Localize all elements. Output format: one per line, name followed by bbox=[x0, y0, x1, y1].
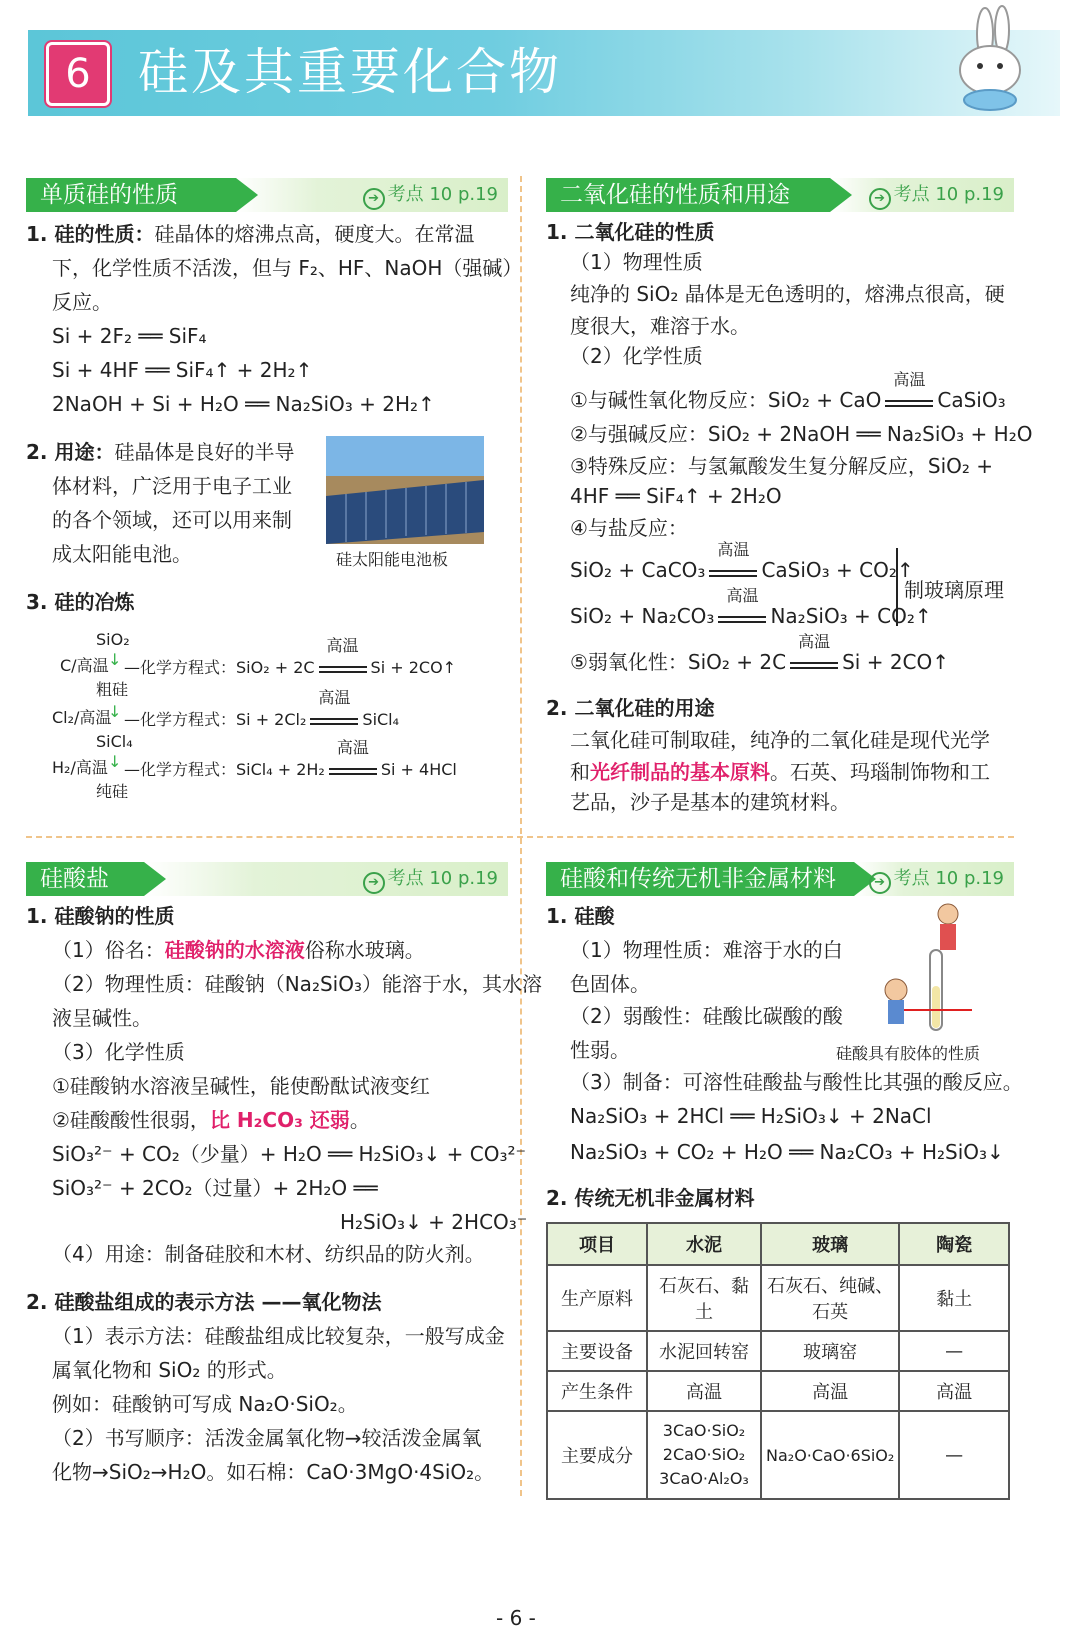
reference-link[interactable]: ➔ 考点 10 p.19 bbox=[363, 178, 498, 212]
text-line: 二氧化硅可制取硅，纯净的二氧化硅是现代光学 bbox=[570, 728, 990, 752]
arrow-down-icon: ↓ bbox=[108, 702, 122, 721]
flow-condition: C/高温 bbox=[60, 656, 109, 675]
section-header-silicic-acid bbox=[546, 862, 1014, 896]
table-cell: — bbox=[899, 1331, 1009, 1371]
table-cell: 石灰石、纯碱、石英 bbox=[761, 1265, 899, 1331]
section-header-silica bbox=[546, 178, 1014, 212]
section-title: 硅酸盐 bbox=[26, 862, 144, 896]
table-header-row bbox=[547, 1223, 1009, 1265]
text-line: （4）用途：制备硅胶和木材、纺织品的防火剂。 bbox=[52, 1242, 485, 1266]
equation: SiO₂ + Na₂CO₃ 高温 Na₂SiO₃ + CO₂↑ bbox=[570, 586, 932, 628]
equation: H₂SiO₃↓ + 2HCO₃⁻ bbox=[340, 1210, 528, 1234]
subheading: 1. 硅酸钠的性质 bbox=[26, 904, 175, 928]
table-row bbox=[547, 1331, 1009, 1371]
arrow-right-icon: ➔ bbox=[869, 188, 891, 210]
table-cell: 高温 bbox=[899, 1371, 1009, 1411]
equation: Na₂SiO₃ + 2HCl ══ H₂SiO₃↓ + 2NaCl bbox=[570, 1104, 932, 1128]
equation: Si + 4HF ══ SiF₄↑ + 2H₂↑ bbox=[52, 358, 313, 382]
flow-condition: Cl₂/高温 bbox=[52, 708, 112, 727]
equation: ①与碱性氧化物反应：SiO₂ + CaO 高温 CaSiO₃ bbox=[570, 370, 1006, 412]
reference-link[interactable]: ➔ 考点 10 p.19 bbox=[869, 178, 1004, 212]
text-line: 性弱。 bbox=[570, 1038, 630, 1062]
equation: SiO₃²⁻ + CO₂（少量）+ H₂O ══ H₂SiO₃↓ + CO₃²⁻ bbox=[52, 1142, 527, 1166]
text-line: 成太阳能电池。 bbox=[52, 542, 192, 566]
table-row bbox=[547, 1411, 1009, 1499]
flow-node: SiO₂ bbox=[96, 630, 130, 649]
flow-equation: —化学方程式：SiCl₄ + 2H₂ 高温 Si + 4HCl bbox=[124, 738, 457, 779]
text-line: （2）书写顺序：活泼金属氧化物→较活泼金属氧 bbox=[52, 1426, 482, 1450]
text-line: 化物→SiO₂→H₂O。如石棉：CaO·3MgO·4SiO₂。 bbox=[52, 1460, 495, 1484]
equation: Si + 2F₂ ══ SiF₄ bbox=[52, 324, 207, 348]
text-line: （3）制备：可溶性硅酸盐与酸性比其强的酸反应。 bbox=[570, 1070, 1023, 1094]
section-header-silicon bbox=[26, 178, 508, 212]
rabbit-mascot-icon bbox=[930, 4, 1050, 114]
arrow-right-icon: ➔ bbox=[869, 872, 891, 894]
table-cell: 主要成分 bbox=[547, 1411, 647, 1499]
text-line: 下，化学性质不活泼，但与 F₂、HF、NaOH（强碱） bbox=[52, 256, 523, 280]
table-cell: 高温 bbox=[761, 1371, 899, 1411]
text-line: 例如：硅酸钠可写成 Na₂O·SiO₂。 bbox=[52, 1392, 358, 1416]
subheading: 2. 传统无机非金属材料 bbox=[546, 1186, 755, 1210]
text-line: （1）俗名：硅酸钠的水溶液俗称水玻璃。 bbox=[52, 938, 425, 962]
text-line: （2）弱酸性：硅酸比碳酸的酸 bbox=[570, 1004, 843, 1028]
flow-condition: H₂/高温 bbox=[52, 758, 108, 777]
flow-node: SiCl₄ bbox=[96, 732, 133, 751]
page-number: - 6 - bbox=[496, 1606, 536, 1630]
photo-caption: 硅太阳能电池板 bbox=[336, 550, 449, 569]
table-header: 陶瓷 bbox=[899, 1223, 1009, 1265]
text-line: （3）化学性质 bbox=[52, 1040, 185, 1064]
bracket bbox=[896, 548, 904, 626]
arrow-down-icon: ↓ bbox=[108, 650, 122, 669]
table-cell: 生产原料 bbox=[547, 1265, 647, 1331]
text-line: 反应。 bbox=[52, 290, 112, 314]
flow-node: 纯硅 bbox=[96, 782, 129, 801]
subheading: 2. 二氧化硅的用途 bbox=[546, 696, 715, 720]
equation: ⑤弱氧化性：SiO₂ + 2C 高温 Si + 2CO↑ bbox=[570, 632, 950, 674]
equation: 2NaOH + Si + H₂O ══ Na₂SiO₃ + 2H₂↑ bbox=[52, 392, 435, 416]
section-title: 二氧化硅的性质和用途 bbox=[546, 178, 830, 212]
table-cell: 产生条件 bbox=[547, 1371, 647, 1411]
table-row bbox=[547, 1371, 1009, 1411]
materials-table bbox=[546, 1222, 1010, 1500]
test-tube-illustration-icon bbox=[876, 900, 976, 1040]
table-cell: Na₂O·CaO·6SiO₂ bbox=[761, 1411, 899, 1499]
table-cell: 主要设备 bbox=[547, 1331, 647, 1371]
text-line: ④与盐反应： bbox=[570, 516, 688, 540]
equation: SiO₂ + CaCO₃ 高温 CaSiO₃ + CO₂↑ bbox=[570, 540, 914, 582]
table-cell: 玻璃窑 bbox=[761, 1331, 899, 1371]
section-header-silicate bbox=[26, 862, 508, 896]
equation: Na₂SiO₃ + CO₂ + H₂O ══ Na₂CO₃ + H₂SiO₃↓ bbox=[570, 1140, 1004, 1164]
table-header: 水泥 bbox=[647, 1223, 761, 1265]
section-title: 硅酸和传统无机非金属材料 bbox=[546, 862, 854, 896]
flow-equation: —化学方程式：Si + 2Cl₂ 高温 SiCl₄ bbox=[124, 688, 400, 729]
text-line: （1）物理性质：难溶于水的白 bbox=[570, 938, 843, 962]
section-title: 单质硅的性质 bbox=[26, 178, 236, 212]
text-line: 的各个领域，还可以用来制 bbox=[52, 508, 292, 532]
text-line: ②硅酸酸性很弱，比 H₂CO₃ 还弱。 bbox=[52, 1108, 370, 1132]
reference-link[interactable]: ➔ 考点 10 p.19 bbox=[363, 862, 498, 896]
text-line: （2）化学性质 bbox=[570, 344, 703, 368]
text-line: ①硅酸钠水溶液呈碱性，能使酚酞试液变红 bbox=[52, 1074, 430, 1098]
table-cell: — bbox=[899, 1411, 1009, 1499]
flow-equation: —化学方程式：SiO₂ + 2C 高温 Si + 2CO↑ bbox=[124, 636, 457, 677]
divider bbox=[26, 836, 1014, 838]
table-cell: 水泥回转窑 bbox=[647, 1331, 761, 1371]
flow-node: 粗硅 bbox=[96, 680, 129, 699]
arrow-right-icon: ➔ bbox=[363, 872, 385, 894]
text-line: 纯净的 SiO₂ 晶体是无色透明的，熔沸点很高，硬 bbox=[570, 282, 1005, 306]
page-title: 硅及其重要化合物 bbox=[138, 43, 562, 101]
text-line: 2. 用途：硅晶体是良好的半导 bbox=[26, 440, 295, 464]
text-line: 体材料，广泛用于电子工业 bbox=[52, 474, 292, 498]
text-line: ③特殊反应：与氢氟酸发生复分解反应，SiO₂ + bbox=[570, 454, 994, 478]
table-header: 项目 bbox=[547, 1223, 647, 1265]
subheading: 1. 二氧化硅的性质 bbox=[546, 220, 715, 244]
text-line: 属氧化物和 SiO₂ 的形式。 bbox=[52, 1358, 287, 1382]
table-cell: 黏土 bbox=[899, 1265, 1009, 1331]
arrow-right-icon: ➔ bbox=[363, 188, 385, 210]
text-line: 液呈碱性。 bbox=[52, 1006, 152, 1030]
text-line: （1）表示方法：硅酸盐组成比较复杂，一般写成金 bbox=[52, 1324, 505, 1348]
table-cell: 石灰石、黏土 bbox=[647, 1265, 761, 1331]
arrow-down-icon: ↓ bbox=[108, 752, 122, 771]
table-header: 玻璃 bbox=[761, 1223, 899, 1265]
text-line: 色固体。 bbox=[570, 972, 650, 996]
text-line: 度很大，难溶于水。 bbox=[570, 314, 750, 338]
text-line: 制玻璃原理 bbox=[904, 578, 1004, 602]
table-cell: 高温 bbox=[647, 1371, 761, 1411]
text-line: （2）物理性质：硅酸钠（Na₂SiO₃）能溶于水，其水溶 bbox=[52, 972, 542, 996]
subheading: 2. 硅酸盐组成的表示方法 ——氧化物法 bbox=[26, 1290, 382, 1314]
equation: 4HF ══ SiF₄↑ + 2H₂O bbox=[570, 484, 782, 508]
text-line: 艺品，沙子是基本的建筑材料。 bbox=[570, 790, 850, 814]
subheading: 3. 硅的冶炼 bbox=[26, 590, 135, 614]
solar-panel-photo bbox=[326, 436, 484, 544]
chapter-number: 6 bbox=[46, 42, 110, 106]
text-line: 和光纤制品的基本原料。石英、玛瑙制饰物和工 bbox=[570, 760, 990, 784]
table-row bbox=[547, 1265, 1009, 1331]
subheading: 1. 硅酸 bbox=[546, 904, 615, 928]
equation: SiO₃²⁻ + 2CO₂（过量）+ 2H₂O ══ bbox=[52, 1176, 378, 1200]
reference-link[interactable]: ➔ 考点 10 p.19 bbox=[869, 862, 1004, 896]
equation: ②与强碱反应：SiO₂ + 2NaOH ══ Na₂SiO₃ + H₂O bbox=[570, 422, 1033, 446]
text-line: 1. 硅的性质：硅晶体的熔沸点高，硬度大。在常温 bbox=[26, 222, 475, 246]
illustration-caption: 硅酸具有胶体的性质 bbox=[836, 1044, 981, 1063]
table-cell: 3CaO·SiO₂ 2CaO·SiO₂ 3CaO·Al₂O₃ bbox=[647, 1411, 761, 1499]
text-line: （1）物理性质 bbox=[570, 250, 703, 274]
